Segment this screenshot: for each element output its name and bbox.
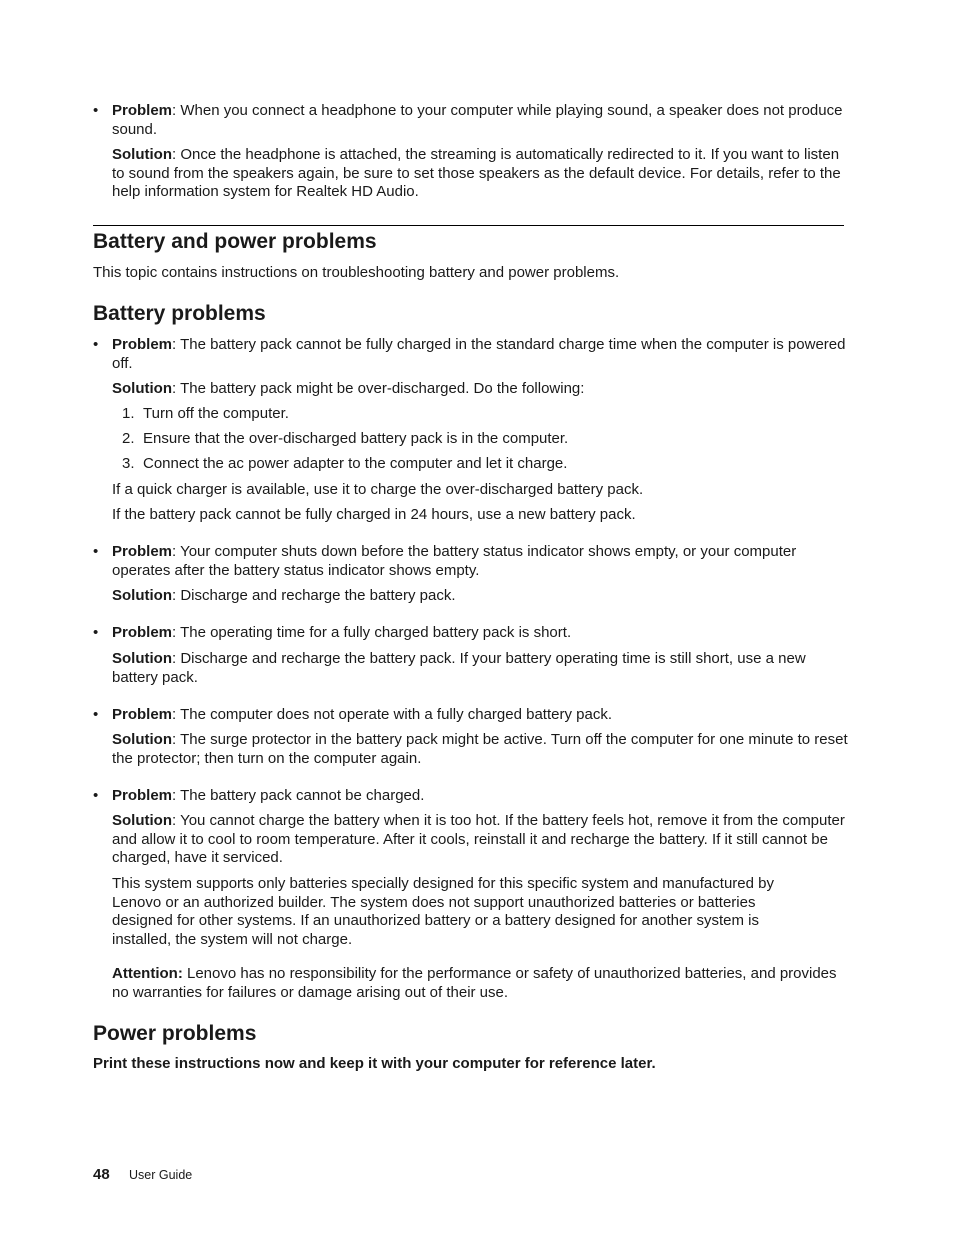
page-number: 48 bbox=[93, 1166, 110, 1183]
note-paragraph: If the battery pack cannot be fully charged in 24 hours, use a new battery pack. bbox=[112, 506, 636, 523]
problem-label: Problem bbox=[112, 787, 173, 804]
solution-text: : The battery pack might be over-discharged. Do the following: bbox=[172, 380, 585, 397]
step-text: Ensure that the over-discharged battery pack is in the computer. bbox=[143, 430, 569, 447]
solution-paragraph bbox=[112, 731, 848, 768]
step-number: 1. bbox=[122, 405, 135, 422]
bullet-marker: • bbox=[93, 706, 99, 723]
problem-paragraph bbox=[112, 787, 848, 806]
attention-paragraph bbox=[112, 965, 848, 1002]
problem-text: : The battery pack cannot be fully charged in the standard charge time when the computer is powered off. bbox=[112, 336, 846, 372]
solution-text: : The surge protector in the battery pack might be active. Turn off the computer for one minute to reset the protector; then turn on the computer again. bbox=[112, 731, 848, 767]
solution-label: Solution bbox=[112, 146, 172, 163]
step-text: Connect the ac power adapter to the computer and let it charge. bbox=[143, 455, 568, 472]
bullet-marker: • bbox=[93, 336, 99, 353]
attention-label: Attention: bbox=[112, 965, 183, 982]
problem-paragraph bbox=[112, 706, 848, 725]
section-divider bbox=[93, 225, 844, 226]
bullet-marker: • bbox=[93, 787, 99, 804]
problem-text: : When you connect a headphone to your computer while playing sound, a speaker does not produce sound. bbox=[112, 102, 843, 138]
problem-paragraph bbox=[112, 336, 848, 373]
step-number: 2. bbox=[122, 430, 135, 447]
bullet-marker: • bbox=[93, 624, 99, 641]
section-title-battery-power: Battery and power problems bbox=[93, 230, 377, 253]
solution-paragraph bbox=[112, 650, 848, 687]
solution-label: Solution bbox=[112, 650, 172, 667]
problem-paragraph bbox=[112, 543, 848, 580]
solution-label: Solution bbox=[112, 731, 172, 748]
note-paragraph: If a quick charger is available, use it to charge the over-discharged battery pack. bbox=[112, 481, 644, 498]
solution-label: Solution bbox=[112, 380, 172, 397]
problem-label: Problem bbox=[112, 706, 173, 723]
footer-doc-title: User Guide bbox=[129, 1168, 193, 1182]
problem-paragraph bbox=[112, 102, 848, 139]
section-intro: This topic contains instructions on troubleshooting battery and power problems. bbox=[93, 264, 620, 281]
attention-text: Lenovo has no responsibility for the performance or safety of unauthorized batteries, and provides no warranties for failures or damage arising out of their use. bbox=[112, 965, 837, 1001]
solution-text: : Discharge and recharge the battery pack. If your battery operating time is still short, use a new battery pack. bbox=[112, 650, 806, 686]
note-paragraph: This system supports only batteries specially designed for this specific system and manufactured by Lenovo or an authorized builder. The system does not support unauthorized batteries or batteries designed for other systems. If an unauthorized battery or a battery designed for another system is installed, the system will not charge. bbox=[112, 875, 774, 949]
problem-text: : The operating time for a fully charged battery pack is short. bbox=[172, 624, 572, 641]
section-title-power: Power problems bbox=[93, 1022, 257, 1045]
problem-label: Problem bbox=[112, 102, 173, 119]
problem-label: Problem bbox=[112, 543, 173, 560]
step-number: 3. bbox=[122, 455, 135, 472]
problem-text: : The computer does not operate with a fully charged battery pack. bbox=[172, 706, 612, 723]
solution-text: : Once the headphone is attached, the streaming is automatically redirected to it. If you want to listen to sound from the speakers again, be sure to set those speakers as the default device. For details, refer to the help information system for Realtek HD Audio. bbox=[112, 146, 841, 201]
problem-paragraph bbox=[112, 624, 848, 643]
solution-label: Solution bbox=[112, 812, 172, 829]
power-instruction: Print these instructions now and keep it with your computer for reference later. bbox=[93, 1055, 656, 1072]
bullet-marker: • bbox=[93, 543, 99, 560]
solution-paragraph bbox=[112, 812, 848, 868]
solution-paragraph bbox=[112, 587, 848, 606]
step-text: Turn off the computer. bbox=[143, 405, 289, 422]
problem-text: : Your computer shuts down before the battery status indicator shows empty, or your computer operates after the battery status indicator shows empty. bbox=[112, 543, 797, 579]
solution-text: : Discharge and recharge the battery pack. bbox=[172, 587, 456, 604]
solution-label: Solution bbox=[112, 587, 172, 604]
bullet-marker: • bbox=[93, 102, 99, 119]
solution-paragraph bbox=[112, 146, 848, 202]
problem-text: : The battery pack cannot be charged. bbox=[172, 787, 425, 804]
problem-label: Problem bbox=[112, 336, 173, 353]
solution-paragraph bbox=[112, 380, 848, 399]
section-title-battery: Battery problems bbox=[93, 302, 266, 325]
solution-text: : You cannot charge the battery when it is too hot. If the battery feels hot, remove it from the computer and allow it to cool to room temperature. After it cools, reinstall it and recharge the battery. If it still cannot be charged, have it serviced. bbox=[112, 812, 845, 867]
problem-label: Problem bbox=[112, 624, 173, 641]
